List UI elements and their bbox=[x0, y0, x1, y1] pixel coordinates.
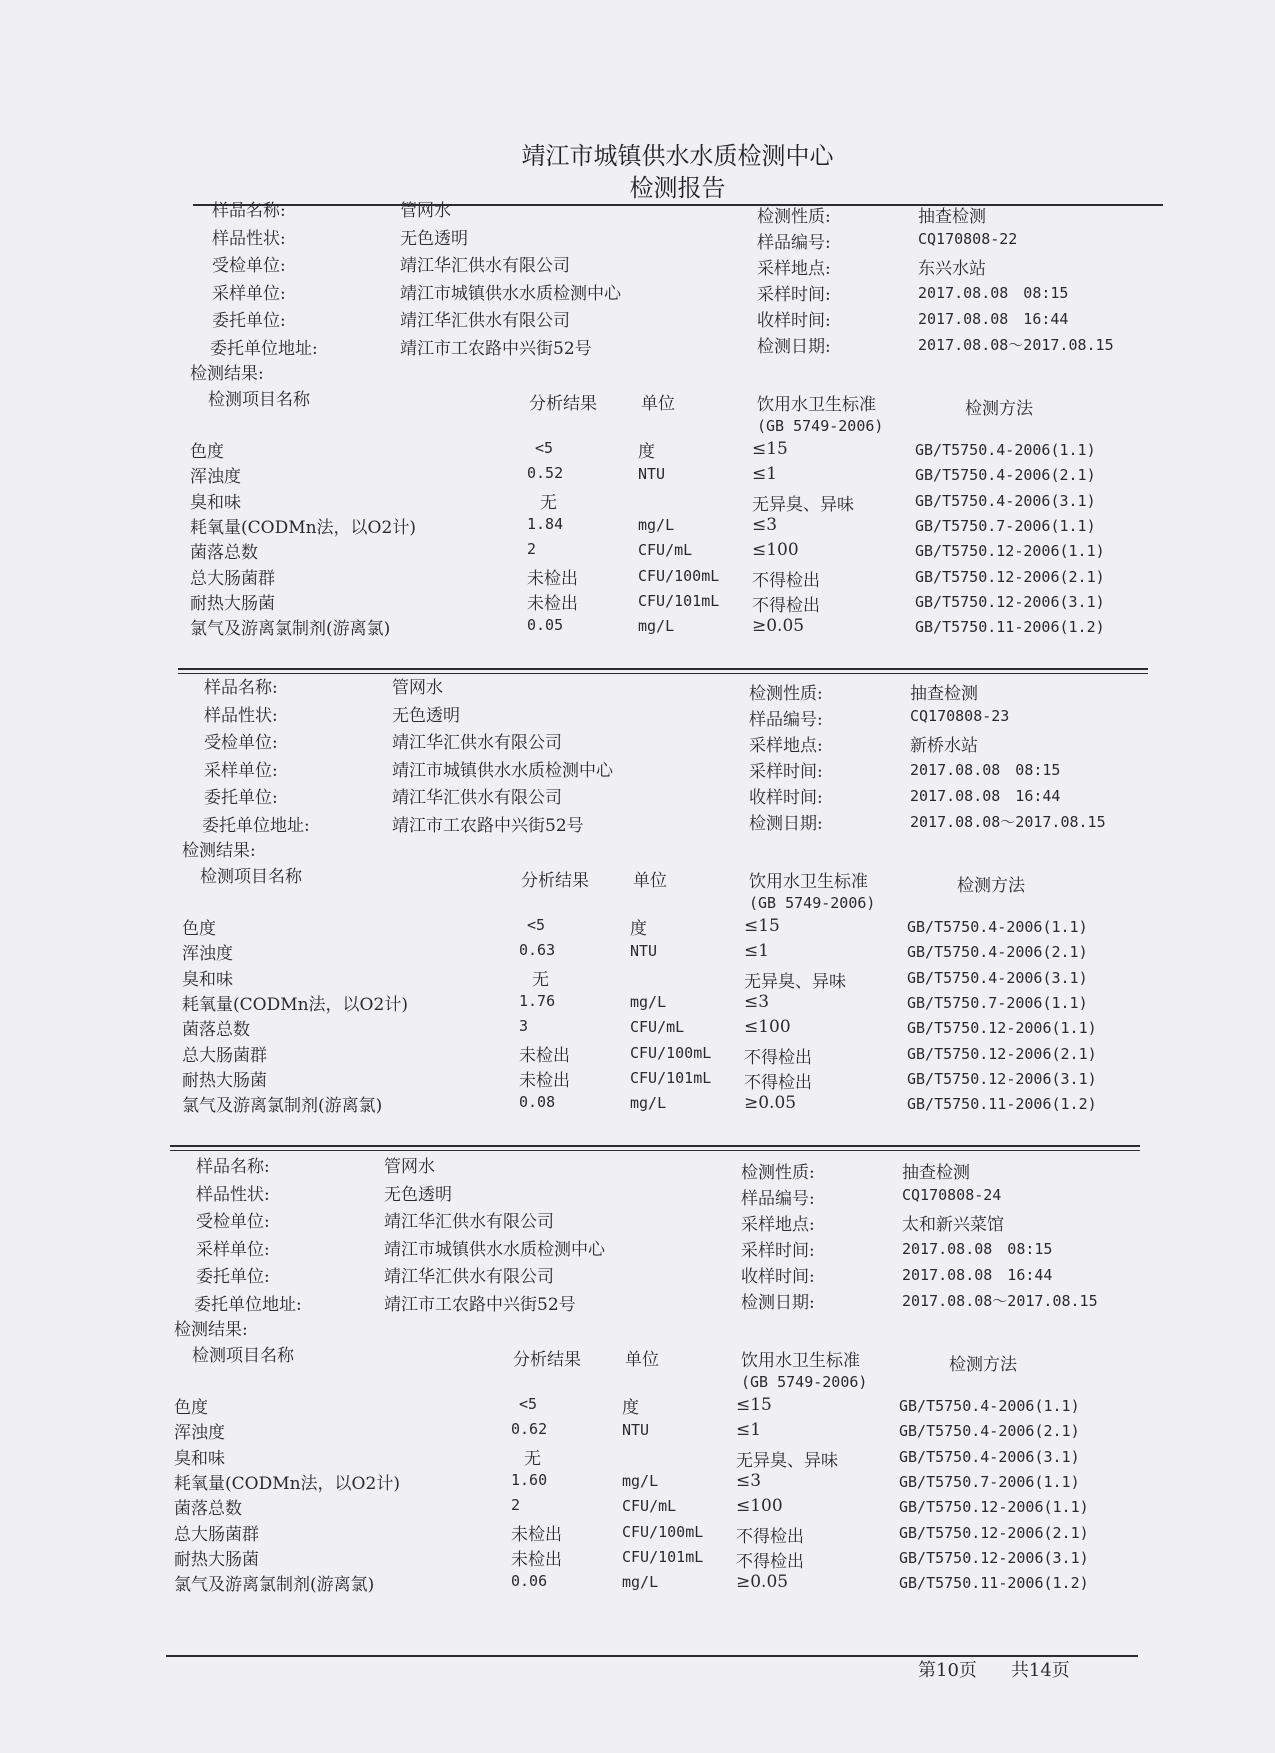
info-value: 2017.08.08～2017.08.15 bbox=[902, 1292, 1098, 1310]
info-value: 2017.08.08～2017.08.15 bbox=[918, 336, 1114, 354]
row-result: 0.06 bbox=[511, 1572, 548, 1591]
row-result: 未检出 bbox=[527, 568, 578, 589]
row-item: 菌落总数 bbox=[174, 1499, 242, 1520]
info-label: 采样时间: bbox=[741, 1241, 815, 1261]
row-method: GB/T5750.7-2006(1.1) bbox=[899, 1472, 1080, 1491]
title-rule bbox=[193, 204, 1163, 206]
row-unit: CFU/101mL bbox=[630, 1068, 712, 1087]
col-header-unit: 单位 bbox=[633, 871, 667, 891]
info-label: 样品名称: bbox=[196, 1157, 270, 1177]
col-header-standard: 饮用水卫生标准 bbox=[749, 872, 868, 892]
row-unit: CFU/100mL bbox=[630, 1043, 712, 1062]
row-standard: ≤100 bbox=[744, 1017, 791, 1038]
row-result: 0.08 bbox=[519, 1093, 556, 1112]
row-standard: 无异臭、异味 bbox=[744, 971, 846, 992]
row-result: <5 bbox=[527, 916, 546, 934]
col-header-method: 检测方法 bbox=[949, 1355, 1017, 1375]
row-result: 无 bbox=[532, 969, 549, 990]
row-standard: ≥0.05 bbox=[736, 1572, 789, 1593]
info-value: 靖江市城镇供水水质检测中心 bbox=[400, 283, 621, 304]
row-result: 0.05 bbox=[527, 616, 564, 635]
row-item: 臭和味 bbox=[182, 969, 233, 990]
row-method: GB/T5750.11-2006(1.2) bbox=[899, 1574, 1089, 1593]
row-standard: ≤3 bbox=[736, 1470, 762, 1491]
section-rule bbox=[170, 1145, 1140, 1147]
results-heading: 检测结果: bbox=[190, 364, 264, 384]
info-label: 收样时间: bbox=[757, 311, 831, 331]
info-value: 2017.08.08 16:44 bbox=[910, 787, 1061, 805]
row-method: GB/T5750.12-2006(2.1) bbox=[899, 1523, 1089, 1542]
row-item: 菌落总数 bbox=[182, 1020, 250, 1041]
row-unit: 度 bbox=[638, 442, 655, 462]
info-label: 收样时间: bbox=[749, 788, 823, 808]
row-item: 臭和味 bbox=[190, 492, 241, 513]
info-label: 委托单位: bbox=[196, 1267, 270, 1287]
info-label: 样品名称: bbox=[212, 201, 286, 221]
info-value: 靖江华汇供水有限公司 bbox=[384, 1212, 554, 1232]
info-value: 2017.08.08 16:44 bbox=[918, 310, 1069, 328]
col-header-standard-code: (GB 5749-2006) bbox=[757, 417, 884, 435]
row-unit: CFU/100mL bbox=[622, 1522, 704, 1541]
row-standard: ≤15 bbox=[752, 439, 788, 459]
info-label: 受检单位: bbox=[212, 256, 286, 276]
row-unit: CFU/101mL bbox=[638, 591, 720, 610]
row-standard: ≤1 bbox=[744, 941, 770, 962]
row-unit: NTU bbox=[630, 942, 658, 961]
col-header-item: 检测项目名称 bbox=[192, 1346, 294, 1366]
row-unit: CFU/100mL bbox=[638, 566, 720, 585]
info-label: 检测性质: bbox=[757, 207, 831, 227]
row-item: 耐热大肠菌 bbox=[182, 1070, 267, 1091]
row-unit: mg/L bbox=[638, 515, 675, 534]
info-value: CQ170808-22 bbox=[918, 230, 1018, 248]
info-label: 委托单位地址: bbox=[202, 815, 310, 836]
row-item: 浑浊度 bbox=[190, 467, 241, 488]
row-item: 耐热大肠菌 bbox=[190, 593, 275, 614]
row-result: 1.76 bbox=[519, 991, 556, 1010]
row-method: GB/T5750.12-2006(1.1) bbox=[907, 1019, 1097, 1038]
row-unit: 度 bbox=[630, 919, 647, 939]
page-current: 第10页 bbox=[918, 1660, 977, 1681]
row-item: 总大肠菌群 bbox=[190, 568, 275, 589]
info-label: 样品性状: bbox=[196, 1184, 270, 1205]
info-label: 样品编号: bbox=[757, 233, 831, 253]
col-header-method: 检测方法 bbox=[957, 876, 1025, 896]
row-item: 浑浊度 bbox=[174, 1423, 225, 1444]
row-result: 3 bbox=[519, 1017, 529, 1036]
info-label: 样品编号: bbox=[741, 1189, 815, 1209]
info-label: 检测性质: bbox=[749, 684, 823, 704]
info-value: 无色透明 bbox=[384, 1184, 452, 1205]
row-method: GB/T5750.4-2006(3.1) bbox=[907, 968, 1088, 987]
info-label: 采样地点: bbox=[757, 259, 831, 279]
row-method: GB/T5750.7-2006(1.1) bbox=[907, 993, 1088, 1012]
info-value: 抽查检测 bbox=[910, 684, 978, 704]
row-item: 色度 bbox=[182, 919, 216, 939]
info-value: CQ170808-24 bbox=[902, 1186, 1002, 1204]
row-method: GB/T5750.12-2006(3.1) bbox=[915, 592, 1105, 611]
info-label: 采样地点: bbox=[749, 736, 823, 756]
info-label: 委托单位: bbox=[204, 788, 278, 808]
info-value: 新桥水站 bbox=[910, 736, 978, 756]
row-method: GB/T5750.12-2006(2.1) bbox=[915, 567, 1105, 586]
info-label: 检测性质: bbox=[741, 1163, 815, 1183]
row-unit: CFU/mL bbox=[638, 541, 693, 560]
info-value: 靖江华汇供水有限公司 bbox=[400, 311, 570, 331]
row-item: 耗氧量(CODMn法，以O2计) bbox=[174, 1473, 400, 1494]
info-label: 采样地点: bbox=[741, 1215, 815, 1235]
row-result: 未检出 bbox=[511, 1549, 562, 1570]
col-header-method: 检测方法 bbox=[965, 399, 1033, 419]
info-label: 采样时间: bbox=[749, 762, 823, 782]
row-standard: ≤3 bbox=[744, 991, 770, 1012]
row-item: 耐热大肠菌 bbox=[174, 1549, 259, 1570]
info-label: 检测日期: bbox=[741, 1293, 815, 1313]
row-standard: 不得检出 bbox=[752, 570, 820, 591]
row-method: GB/T5750.12-2006(3.1) bbox=[899, 1548, 1089, 1567]
row-method: GB/T5750.4-2006(1.1) bbox=[899, 1397, 1080, 1415]
row-standard: ≤100 bbox=[736, 1496, 783, 1517]
row-item: 耗氧量(CODMn法，以O2计) bbox=[182, 994, 408, 1015]
row-result: 1.60 bbox=[511, 1470, 548, 1489]
row-item: 浑浊度 bbox=[182, 944, 233, 965]
col-header-result: 分析结果 bbox=[529, 394, 597, 414]
row-result: 无 bbox=[524, 1448, 541, 1469]
row-unit: mg/L bbox=[638, 617, 675, 636]
col-header-standard-code: (GB 5749-2006) bbox=[749, 894, 876, 912]
info-value: 靖江华汇供水有限公司 bbox=[384, 1267, 554, 1287]
row-method: GB/T5750.4-2006(3.1) bbox=[899, 1447, 1080, 1466]
row-result: 未检出 bbox=[519, 1045, 570, 1066]
row-standard: ≤15 bbox=[744, 916, 780, 936]
row-result: 未检出 bbox=[519, 1070, 570, 1091]
row-method: GB/T5750.12-2006(1.1) bbox=[899, 1498, 1089, 1517]
row-result: 1.84 bbox=[527, 514, 564, 533]
row-result: 未检出 bbox=[527, 593, 578, 614]
row-result: 2 bbox=[527, 540, 537, 559]
info-label: 样品性状: bbox=[204, 705, 278, 726]
row-method: GB/T5750.4-2006(1.1) bbox=[915, 441, 1096, 459]
info-label: 采样时间: bbox=[757, 285, 831, 305]
info-value: 抽查检测 bbox=[902, 1163, 970, 1183]
info-label: 样品名称: bbox=[204, 678, 278, 698]
row-standard: 不得检出 bbox=[752, 595, 820, 616]
row-method: GB/T5750.7-2006(1.1) bbox=[915, 516, 1096, 535]
section-rule bbox=[178, 673, 1148, 674]
info-label: 委托单位地址: bbox=[194, 1294, 302, 1315]
row-method: GB/T5750.12-2006(1.1) bbox=[915, 542, 1105, 561]
col-header-unit: 单位 bbox=[625, 1350, 659, 1370]
row-item: 耗氧量(CODMn法，以O2计) bbox=[190, 517, 416, 538]
info-value: 管网水 bbox=[392, 678, 443, 698]
row-result: <5 bbox=[535, 439, 554, 457]
info-value: 靖江华汇供水有限公司 bbox=[392, 733, 562, 753]
row-method: GB/T5750.11-2006(1.2) bbox=[907, 1095, 1097, 1114]
info-value: 管网水 bbox=[400, 201, 451, 221]
row-result: <5 bbox=[519, 1395, 538, 1413]
info-value: 太和新兴菜馆 bbox=[902, 1215, 1004, 1235]
col-header-result: 分析结果 bbox=[513, 1350, 581, 1370]
row-standard: ≤100 bbox=[752, 540, 799, 561]
row-method: GB/T5750.4-2006(3.1) bbox=[915, 491, 1096, 510]
info-value: 2017.08.08 16:44 bbox=[902, 1266, 1053, 1284]
col-header-standard: 饮用水卫生标准 bbox=[741, 1351, 860, 1371]
row-standard: ≤15 bbox=[736, 1395, 772, 1415]
col-header-unit: 单位 bbox=[641, 394, 675, 414]
row-standard: ≤1 bbox=[736, 1420, 762, 1441]
info-value: 靖江华汇供水有限公司 bbox=[392, 788, 562, 808]
row-standard: ≤3 bbox=[752, 514, 778, 535]
info-label: 委托单位地址: bbox=[210, 338, 318, 359]
row-standard: 无异臭、异味 bbox=[736, 1450, 838, 1471]
row-method: GB/T5750.12-2006(3.1) bbox=[907, 1069, 1097, 1088]
info-value: 管网水 bbox=[384, 1157, 435, 1177]
info-value: 靖江市城镇供水水质检测中心 bbox=[392, 760, 613, 781]
info-label: 收样时间: bbox=[741, 1267, 815, 1287]
info-label: 检测日期: bbox=[757, 337, 831, 357]
info-value: 无色透明 bbox=[400, 228, 468, 249]
row-result: 无 bbox=[540, 492, 557, 513]
row-result: 未检出 bbox=[511, 1524, 562, 1545]
info-label: 受检单位: bbox=[204, 733, 278, 753]
info-label: 样品编号: bbox=[749, 710, 823, 730]
info-value: CQ170808-23 bbox=[910, 707, 1010, 725]
section-rule bbox=[170, 1150, 1140, 1151]
row-item: 总大肠菌群 bbox=[182, 1045, 267, 1066]
row-item: 色度 bbox=[190, 442, 224, 462]
col-header-item: 检测项目名称 bbox=[208, 390, 310, 410]
row-standard: 无异臭、异味 bbox=[752, 494, 854, 515]
info-value: 2017.08.08 08:15 bbox=[902, 1240, 1053, 1258]
row-unit: CFU/mL bbox=[630, 1018, 685, 1037]
page-number bbox=[918, 1656, 1070, 1682]
row-unit: CFU/101mL bbox=[622, 1547, 704, 1566]
row-method: GB/T5750.11-2006(1.2) bbox=[915, 618, 1105, 637]
row-method: GB/T5750.12-2006(2.1) bbox=[907, 1044, 1097, 1063]
info-label: 检测日期: bbox=[749, 814, 823, 834]
info-value: 靖江市城镇供水水质检测中心 bbox=[384, 1239, 605, 1260]
report-subtitle: 检测报告 bbox=[629, 174, 726, 202]
col-header-result: 分析结果 bbox=[521, 871, 589, 891]
info-value: 2017.08.08 08:15 bbox=[918, 284, 1069, 302]
row-unit: 度 bbox=[622, 1398, 639, 1418]
info-value: 无色透明 bbox=[392, 705, 460, 726]
row-item: 菌落总数 bbox=[190, 543, 258, 564]
info-value: 靖江华汇供水有限公司 bbox=[400, 256, 570, 276]
row-standard: 不得检出 bbox=[736, 1526, 804, 1547]
row-unit: mg/L bbox=[622, 1471, 659, 1490]
row-standard: 不得检出 bbox=[744, 1047, 812, 1068]
info-label: 受检单位: bbox=[196, 1212, 270, 1232]
row-standard: ≥0.05 bbox=[744, 1093, 797, 1114]
info-label: 采样单位: bbox=[212, 283, 286, 304]
row-standard: 不得检出 bbox=[744, 1072, 812, 1093]
row-unit: mg/L bbox=[622, 1573, 659, 1592]
results-heading: 检测结果: bbox=[174, 1320, 248, 1340]
row-result: 2 bbox=[511, 1496, 521, 1515]
row-method: GB/T5750.4-2006(2.1) bbox=[899, 1422, 1080, 1441]
info-value: 2017.08.08 08:15 bbox=[910, 761, 1061, 779]
row-result: 0.63 bbox=[519, 941, 556, 960]
col-header-item: 检测项目名称 bbox=[200, 867, 302, 887]
info-value: 2017.08.08～2017.08.15 bbox=[910, 813, 1106, 831]
row-unit: NTU bbox=[622, 1421, 650, 1440]
row-standard: ≥0.05 bbox=[752, 616, 805, 637]
row-method: GB/T5750.4-2006(2.1) bbox=[915, 466, 1096, 485]
results-heading: 检测结果: bbox=[182, 841, 256, 861]
row-unit: CFU/mL bbox=[622, 1497, 677, 1516]
row-result: 0.62 bbox=[511, 1420, 548, 1439]
page-total: 共14页 bbox=[1010, 1660, 1070, 1681]
info-value: 靖江市工农路中兴街52号 bbox=[384, 1294, 576, 1315]
info-value: 靖江市工农路中兴街52号 bbox=[400, 338, 592, 359]
row-item: 氯气及游离氯制剂(游离氯) bbox=[190, 619, 391, 640]
report-org-title: 靖江市城镇供水水质检测中心 bbox=[521, 142, 834, 170]
info-label: 样品性状: bbox=[212, 228, 286, 249]
row-standard: ≤1 bbox=[752, 464, 778, 485]
info-value: 东兴水站 bbox=[918, 259, 986, 279]
row-result: 0.52 bbox=[527, 464, 564, 483]
row-unit: mg/L bbox=[630, 992, 667, 1011]
info-value: 抽查检测 bbox=[918, 207, 986, 227]
info-value: 靖江市工农路中兴街52号 bbox=[392, 815, 584, 836]
row-unit: mg/L bbox=[630, 1094, 667, 1113]
section-rule bbox=[178, 668, 1148, 670]
row-unit: NTU bbox=[638, 465, 666, 484]
col-header-standard: 饮用水卫生标准 bbox=[757, 395, 876, 415]
row-method: GB/T5750.4-2006(2.1) bbox=[907, 943, 1088, 962]
row-item: 氯气及游离氯制剂(游离氯) bbox=[174, 1575, 375, 1596]
row-standard: 不得检出 bbox=[736, 1551, 804, 1572]
info-label: 采样单位: bbox=[196, 1239, 270, 1260]
row-item: 氯气及游离氯制剂(游离氯) bbox=[182, 1096, 383, 1117]
row-method: GB/T5750.4-2006(1.1) bbox=[907, 918, 1088, 936]
row-item: 总大肠菌群 bbox=[174, 1524, 259, 1545]
col-header-standard-code: (GB 5749-2006) bbox=[741, 1373, 868, 1391]
row-item: 色度 bbox=[174, 1398, 208, 1418]
info-label: 委托单位: bbox=[212, 311, 286, 331]
row-item: 臭和味 bbox=[174, 1448, 225, 1469]
info-label: 采样单位: bbox=[204, 760, 278, 781]
